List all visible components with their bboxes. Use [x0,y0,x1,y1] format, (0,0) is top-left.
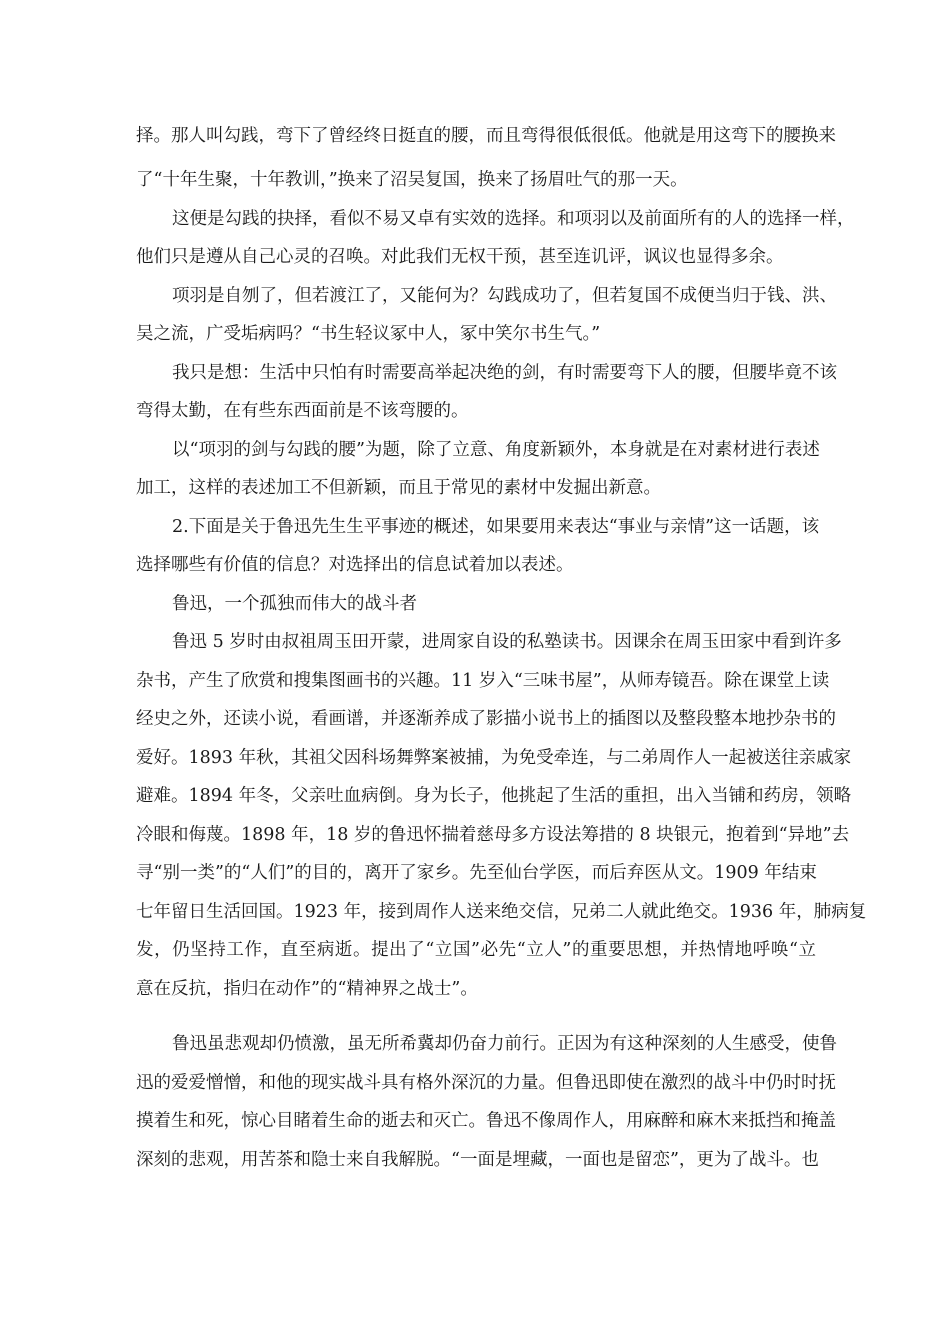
text-line: 弯得太勤，在有些东西面前是不该弯腰的。 [136,401,469,421]
text-line: 杂书，产生了欣赏和搜集图画书的兴趣。11 岁入“三味书屋”，从师寿镜吾。除在课堂上读 [136,671,830,691]
text-line: 发，仍坚持工作，直至病逝。提出了“立国”必先“立人”的重要思想，并热情地呼唤“立 [136,940,816,960]
text-line: 项羽是自刎了，但若渡江了，又能何为？勾践成功了，但若复国不成便当归于钱、洪、 [172,286,837,306]
section-heading: 鲁迅，一个孤独而伟大的战斗者 [172,594,417,614]
text-line: 加工，这样的表述加工不但新颖，而且于常见的素材中发掘出新意。 [136,478,661,498]
text-line: 了“十年生聚，十年教训，”换来了沼吴复国，换来了扬眉吐气的那一天。 [136,170,688,190]
text-line: 择。那人叫勾践，弯下了曾经终日挺直的腰，而且弯得很低很低。他就是用这弯下的腰换来 [136,126,836,146]
text-line: 他们只是遵从自己心灵的召唤。对此我们无权干预，甚至连讥评，讽议也显得多余。 [136,247,784,267]
text-line: 经史之外，还读小说，看画谱，并逐渐养成了影描小说书上的插图以及整段整本地抄杂书的 [136,709,836,729]
text-line: 鲁迅虽悲观却仍愤激，虽无所希冀却仍奋力前行。正因为有这种深刻的人生感受，使鲁 [172,1034,837,1054]
text-line: 七年留日生活回国。1923 年，接到周作人送来绝交信，兄弟二人就此绝交。1936 年，肺病复 [136,902,867,922]
text-line: 冷眼和侮蔑。1898 年，18 岁的鲁迅怀揣着慈母多方设法筹措的 8 块银元，抱着到“异地”去 [136,825,850,845]
text-line: 吴之流，广受垢病吗？“书生轻议冢中人，冢中笑尔书生气。” [136,324,601,344]
text-line: 深刻的悲观，用苦茶和隐士来自我解脱。“一面是埋藏，一面也是留恋”，更为了战斗。也 [136,1150,819,1170]
text-line: 2.下面是关于鲁迅先生生平事迹的概述，如果要用来表达“事业与亲情”这一话题，该 [172,517,820,537]
text-line: 以“项羽的剑与勾践的腰”为题，除了立意、角度新颖外，本身就是在对素材进行表述 [172,440,820,460]
text-line: 寻“别一类”的“人们”的目的，离开了家乡。先至仙台学医，而后弃医从文。1909 年结束 [136,863,817,883]
text-line: 选择哪些有价值的信息？对选择出的信息试着加以表述。 [136,555,574,575]
text-line: 这便是勾践的抉择，看似不易又卓有实效的选择。和项羽以及前面所有的人的选择一样， [172,209,855,229]
text-line: 爱好。1893 年秋，其祖父因科场舞弊案被捕，为免受牵连，与二弟周作人一起被送往亲戚家 [136,748,852,768]
text-line: 意在反抗，指归在动作”的“精神界之战士”。 [136,979,478,999]
text-line: 迅的爱爱憎憎，和他的现实战斗具有格外深沉的力量。但鲁迅即使在激烈的战斗中仍时时抚 [136,1073,836,1093]
text-line: 我只是想：生活中只怕有时需要高举起决绝的剑，有时需要弯下人的腰，但腰毕竟不该 [172,363,837,383]
text-line: 摸着生和死，惊心目睹着生命的逝去和灭亡。鲁迅不像周作人，用麻醉和麻木来抵挡和掩盖 [136,1111,836,1131]
text-line: 避难。1894 年冬，父亲吐血病倒。身为长子，他挑起了生活的重担，出入当铺和药房，领略 [136,786,852,806]
text-line: 鲁迅 5 岁时由叔祖周玉田开蒙，进周家自设的私塾读书。因课余在周玉田家中看到许多 [172,632,842,652]
